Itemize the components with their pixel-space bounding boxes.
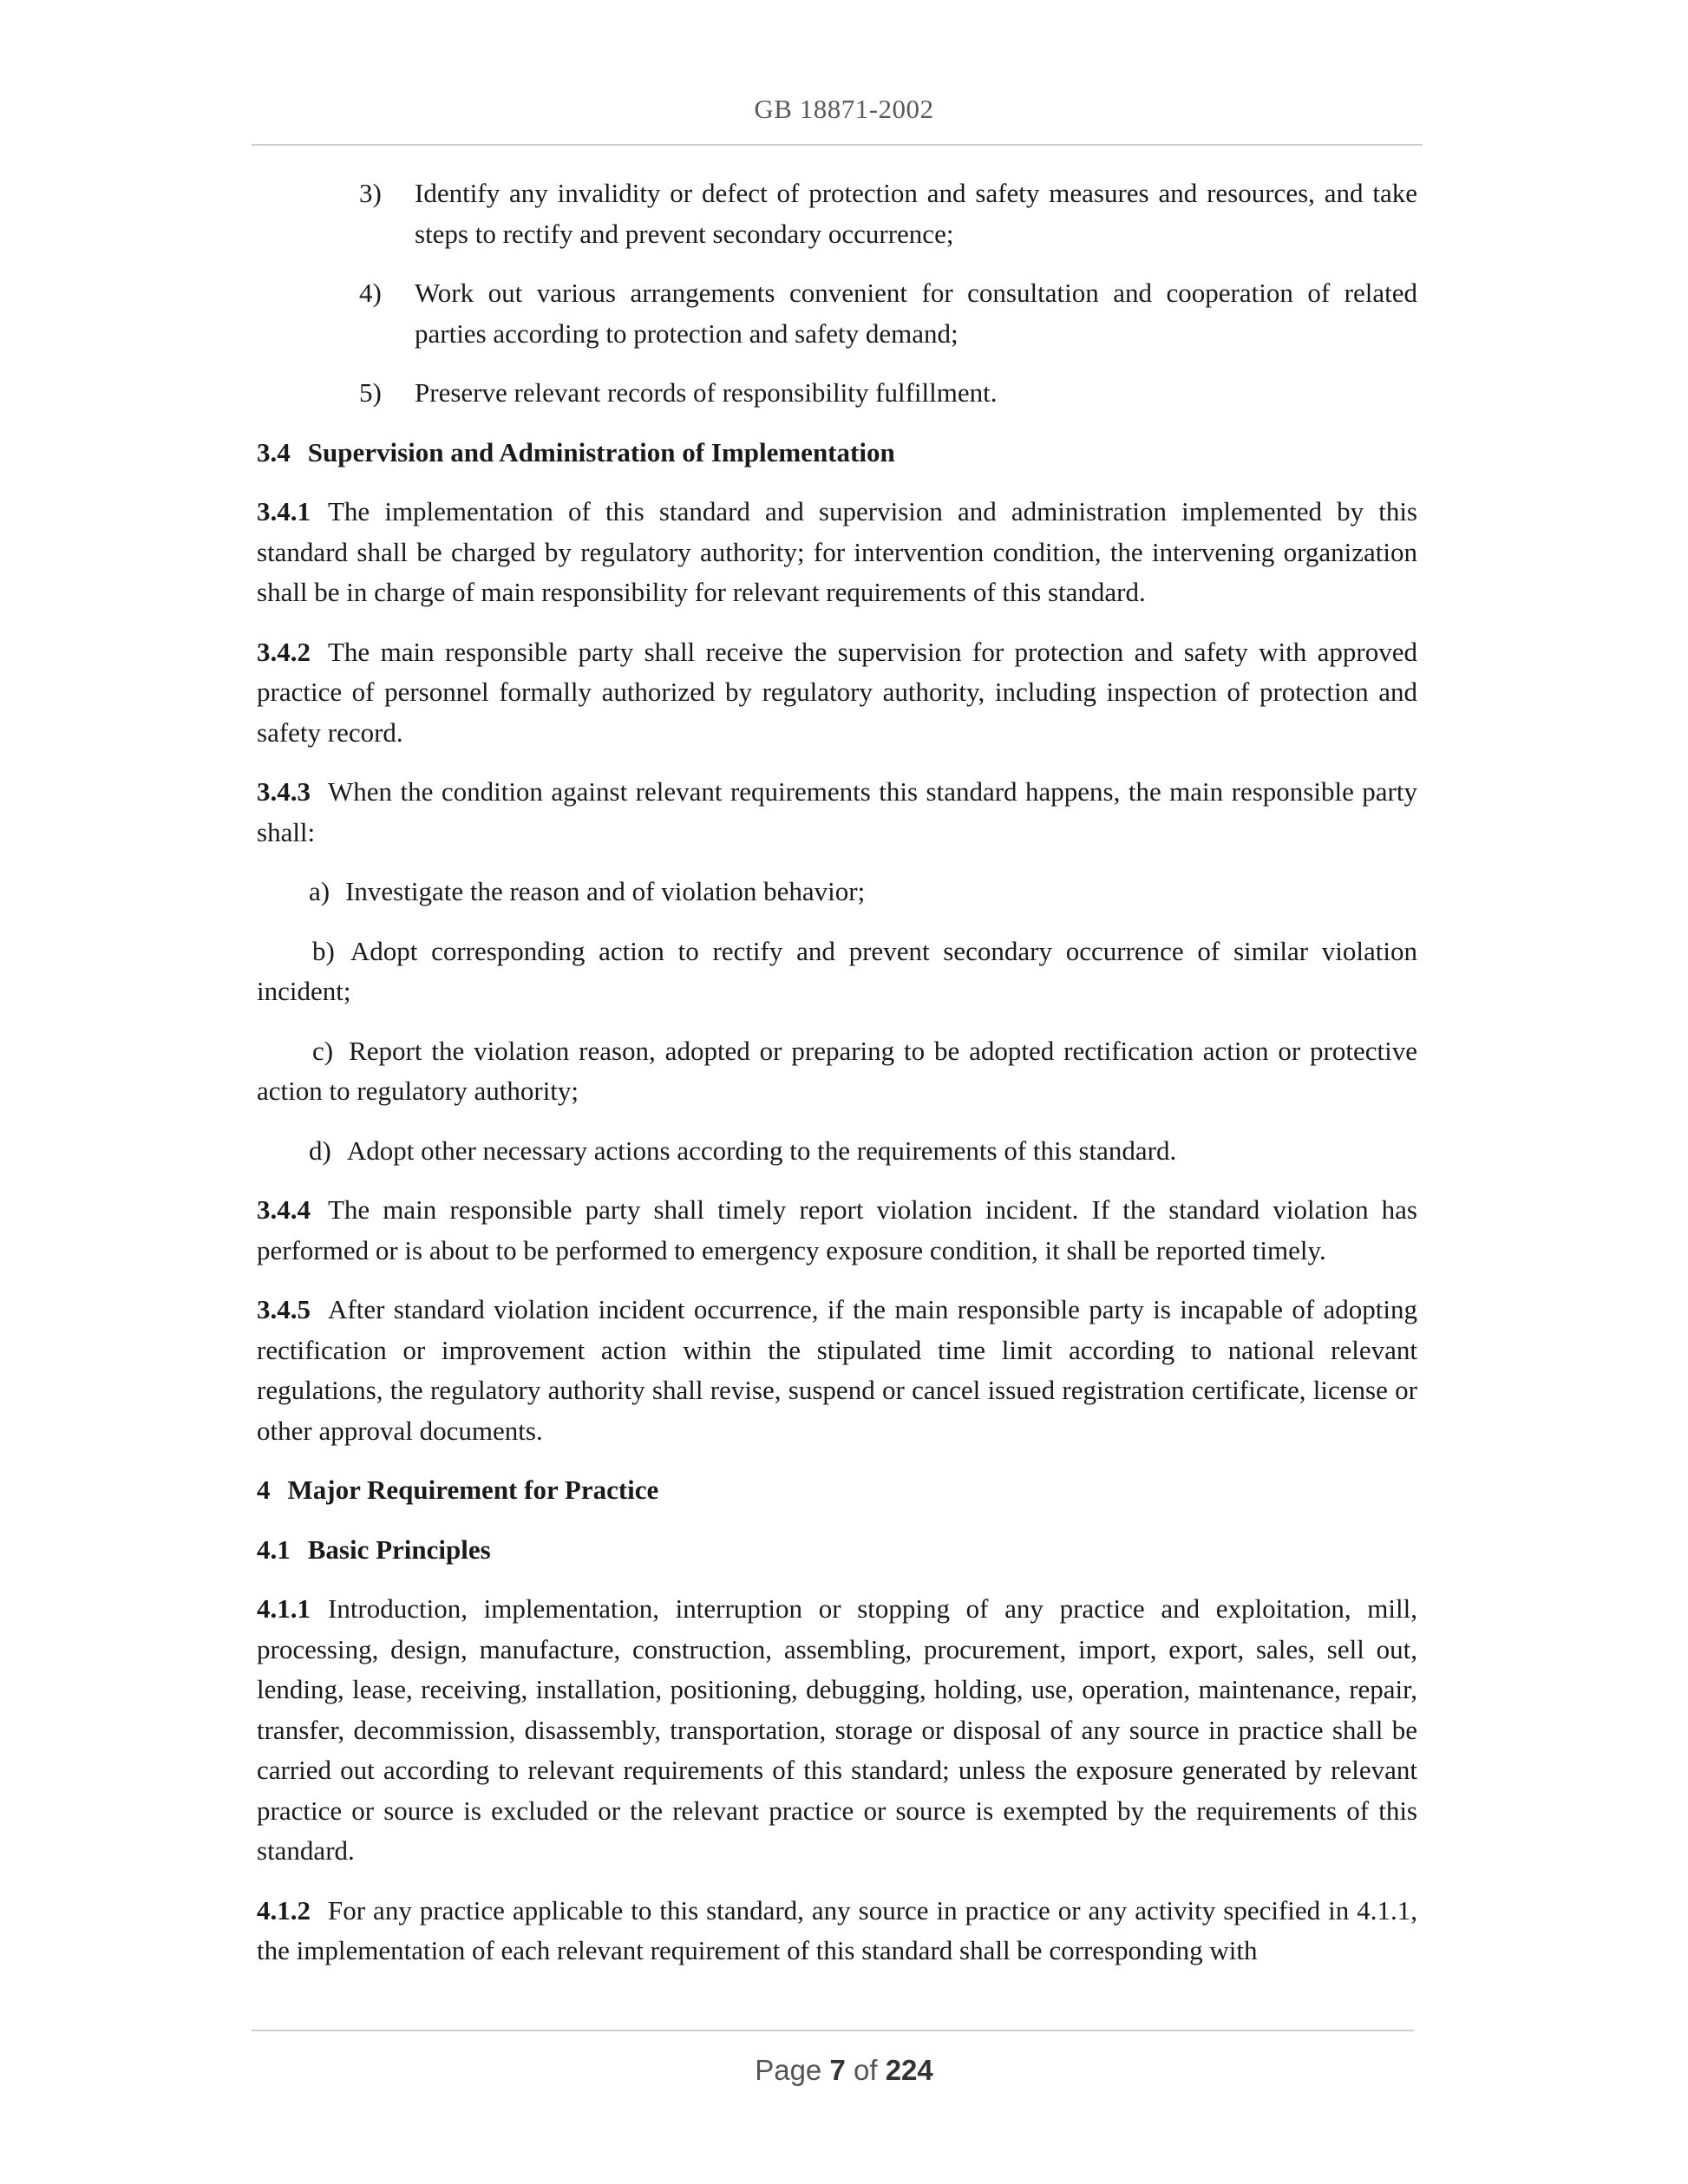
list-item-label: d) xyxy=(309,1135,331,1166)
clause-number: 4.1.1 xyxy=(257,1593,311,1624)
list-item-label: a) xyxy=(309,876,330,906)
section-title: Major Requirement for Practice xyxy=(287,1475,659,1505)
numbered-list xyxy=(257,173,1417,414)
section-heading xyxy=(257,433,1417,474)
clause-number: 3.4.3 xyxy=(257,776,311,807)
list-item-text: Report the violation reason, adopted or preparing to be adopted rectification action or protective action to regulatory authority; xyxy=(257,1035,1417,1106)
clause-3-4-4 xyxy=(257,1190,1417,1271)
list-item-label: 5) xyxy=(359,377,382,408)
list-item-label: 3) xyxy=(359,178,382,208)
clause-number: 3.4.1 xyxy=(257,496,311,526)
subsection-heading xyxy=(257,1530,1417,1571)
list-item xyxy=(257,1031,1417,1112)
page-indicator xyxy=(0,2054,1688,2087)
clause-text: The main responsible party shall timely report violation incident. If the standard violation has performed or is about to be performed to emergency exposure condition, it shall be reported timely. xyxy=(257,1194,1417,1265)
clause-number: 3.4.5 xyxy=(257,1294,311,1324)
section-heading xyxy=(257,1470,1417,1511)
document-body xyxy=(257,173,1417,1991)
of-word: of xyxy=(854,2054,878,2086)
clause-number: 3.4.2 xyxy=(257,636,311,667)
list-item-text: Investigate the reason and of violation behavior; xyxy=(345,876,866,906)
clause-text: For any practice applicable to this standard, any source in practice or any activity specified in 4.1.1, the implementation of each relevant requirement of this standard shall be corresponding with xyxy=(257,1894,1417,1965)
list-item-text: Adopt corresponding action to rectify and prevent secondary occurrence of similar violation incident; xyxy=(257,935,1417,1006)
section-number: 4.1 xyxy=(257,1533,291,1565)
list-item-text: Identify any invalidity or defect of protection and safety measures and resources, and take steps to rectify and prevent secondary occurrence; xyxy=(415,178,1417,249)
list-item xyxy=(257,932,1417,1012)
clause-number: 4.1.2 xyxy=(257,1894,311,1926)
clause-text: Introduction, implementation, interruption or stopping of any practice and exploitation, mill, processing, design, manufacture, construction, assembling, procurement, import, export, sales, sell out, lending, lease, receiving, installation, positioning, debugging, holding, use, operation, maintenance, repair, transfer, decommission, disassembly, transportation, storage or disposal of any source in practice shall be carried out according to relevant requirements of this standard; unless the exposure generated by relevant practice or source is excluded or the relevant practice or source is exempted by the requirements of this standard. xyxy=(257,1593,1417,1866)
list-item xyxy=(257,1131,1417,1172)
list-item-text: Preserve relevant records of responsibility fulfillment. xyxy=(415,377,998,408)
list-item-label: 4) xyxy=(359,278,382,308)
footer-divider xyxy=(252,2030,1414,2031)
clause-4-1-2 xyxy=(257,1891,1417,1971)
total-pages: 224 xyxy=(885,2054,933,2086)
section-title: Basic Principles xyxy=(307,1533,491,1565)
clause-text: The main responsible party shall receive the supervision for protection and safety with approved practice of personnel formally authorized by regulatory authority, including inspection of protection and safety record. xyxy=(257,636,1417,748)
page-word: Page xyxy=(755,2054,822,2086)
clause-3-4-1 xyxy=(257,492,1417,613)
list-item xyxy=(257,373,1417,414)
clause-text: After standard violation incident occurrence, if the main responsible party is incapable of adopting rectification or improvement action within the stipulated time limit according to national relevant regulations, the regulatory authority shall revise, suspend or cancel issued registration certificate, license or other approval documents. xyxy=(257,1294,1417,1446)
clause-number: 3.4.4 xyxy=(257,1194,311,1225)
clause-3-4-3 xyxy=(257,772,1417,853)
clause-4-1-1 xyxy=(257,1589,1417,1872)
clause-3-4-2 xyxy=(257,632,1417,754)
clause-text: When the condition against relevant requirements this standard happens, the main responsible party shall: xyxy=(257,776,1417,847)
section-number: 3.4 xyxy=(257,436,291,468)
list-item xyxy=(257,872,1417,912)
list-item xyxy=(257,273,1417,354)
header-divider xyxy=(252,144,1423,146)
section-number: 4 xyxy=(257,1475,271,1505)
document-header: GB 18871-2002 xyxy=(754,94,934,124)
current-page: 7 xyxy=(829,2054,846,2086)
list-item-text: Adopt other necessary actions according to the requirements of this standard. xyxy=(346,1135,1177,1166)
lettered-list xyxy=(257,872,1417,1171)
list-item xyxy=(257,173,1417,254)
list-item-label: c) xyxy=(312,1035,334,1066)
section-title: Supervision and Administration of Implementation xyxy=(307,436,895,468)
clause-3-4-5 xyxy=(257,1290,1417,1451)
clause-text: The implementation of this standard and supervision and administration implemented by this standard shall be charged by regulatory authority; for intervention condition, the intervening organization shall be in charge of main responsibility for relevant requirements of this standard. xyxy=(257,496,1417,607)
list-item-label: b) xyxy=(312,935,335,966)
list-item-text: Work out various arrangements convenient for consultation and cooperation of related parties according to protection and safety demand; xyxy=(415,278,1417,349)
